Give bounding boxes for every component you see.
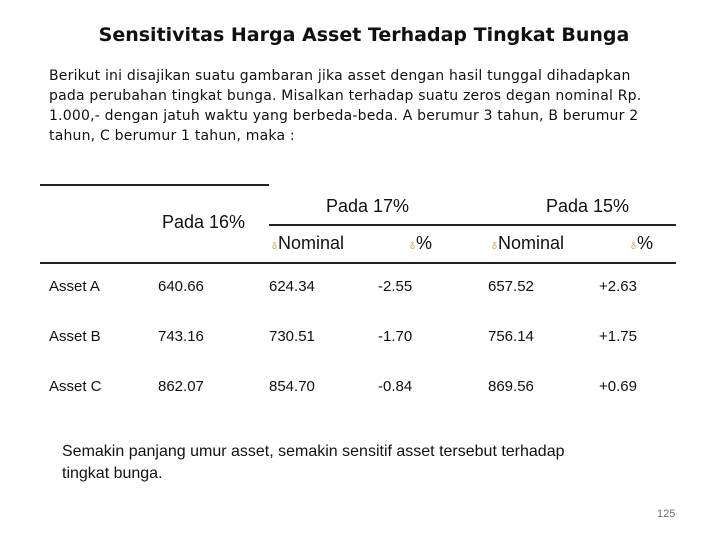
subheader-label: % [637,233,654,253]
subheader-nominal-15 [492,233,564,254]
percent-17: -2.55 [378,278,413,295]
table-header-bottom-rule [40,262,676,264]
percent-17: -1.70 [378,328,413,345]
asset-name: Asset A [49,278,100,295]
value-16: 862.07 [158,378,204,395]
percent-15: +0.69 [599,378,637,395]
table-subheader-rule [269,224,676,226]
conclusion-text [62,441,662,485]
intro-paragraph [49,66,649,146]
value-16: 640.66 [158,278,204,295]
conclusion-line: tingkat bunga. [62,465,163,482]
percent-15: +2.63 [599,278,637,295]
intro-line: pada perubahan tingkat bunga. Misalkan terhadap suatu zeros degan nominal Rp. [49,88,642,104]
nominal-15: 756.14 [488,328,534,345]
percent-17: -0.84 [378,378,413,395]
conclusion-line: Semakin panjang umur asset, semakin sensitif asset tersebut terhadap [62,443,565,460]
subheader-nominal-17 [272,233,344,254]
subheader-percent-17 [410,233,432,254]
header-pada-15: Pada 15% [546,196,630,216]
intro-line: Berikut ini disajikan suatu gambaran jika asset dengan hasil tunggal dihadapkan [49,68,631,84]
nominal-17: 730.51 [269,328,315,345]
header-pada-17: Pada 17% [326,196,410,216]
header-pada-16: Pada 16% [162,212,246,232]
delta-icon: δ [410,241,416,251]
nominal-17: 854.70 [269,378,315,395]
subheader-percent-15 [631,233,653,254]
table-top-rule [40,184,269,186]
slide-title: Sensitivitas Harga Asset Terhadap Tingkat Bunga [98,24,630,46]
nominal-15: 869.56 [488,378,534,395]
subheader-label: Nominal [498,233,565,253]
subheader-label: Nominal [278,233,345,253]
nominal-17: 624.34 [269,278,315,295]
intro-line: tahun, C berumur 1 tahun, maka : [49,128,295,144]
percent-15: +1.75 [599,328,637,345]
subheader-label: % [416,233,433,253]
page-number: 125 [657,508,676,520]
nominal-15: 657.52 [488,278,534,295]
delta-icon: δ [272,241,278,251]
delta-icon: δ [631,241,637,251]
asset-name: Asset B [49,328,101,345]
value-16: 743.16 [158,328,204,345]
intro-line: 1.000,- dengan jatuh waktu yang berbeda-beda. A berumur 3 tahun, B berumur 2 [49,108,639,124]
delta-icon: δ [492,241,498,251]
asset-name: Asset C [49,378,102,395]
